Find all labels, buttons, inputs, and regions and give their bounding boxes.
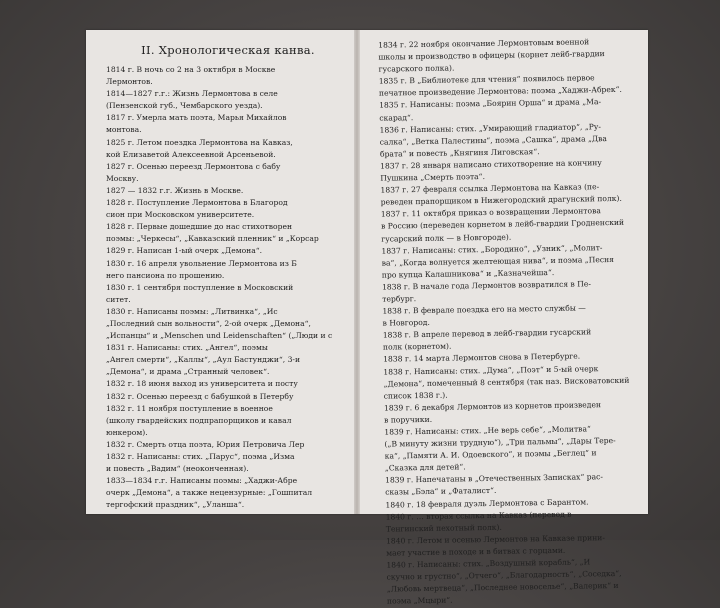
- chronology-line: 1831 г. Написаны: стих. „Ангел“, поэмы: [106, 343, 268, 353]
- chronology-line: 1830 г. 1 сентября поступление в Московский: [106, 282, 294, 292]
- chronology-line: Лермонтов.: [106, 77, 153, 87]
- chronology-line: 1838 г. В начале года Лермонтов возвратился в Пе-: [381, 279, 591, 292]
- chronology-line: поэмы: „Черкесы“, „Кавказский пленник“ и „Корсар: [106, 234, 319, 244]
- chronology-line: поэма „Мцыри“.: [386, 595, 453, 606]
- right-page-lines: [366, 36, 651, 608]
- chronology-line: Пушкина „Смерть поэта“.: [380, 172, 486, 183]
- chronology-line: 1830 г. Написаны поэмы: „Литвинка“, „Ис: [106, 306, 278, 316]
- chronology-line: 1840 г. 18 февраля дуэль Лермонтова с Барантом.: [385, 496, 589, 510]
- chronology-line: 1835 г. Написаны: поэма „Боярин Орша“ и драма „Ма-: [379, 97, 602, 111]
- chronology-line: 1837 г. 27 февраля ссылка Лермонтова на Кавказ (пе-: [380, 182, 600, 195]
- chronology-line: скучно и грустно“, „Отчего“, „Благодарность“, „Соседка“,: [386, 569, 622, 582]
- chronology-line: 1838 г. В апреле перевод в лейб-гвардии гусарский: [382, 327, 592, 340]
- chronology-line: монтова.: [106, 125, 142, 135]
- chronology-line: 1839 г. Написаны: стих. „Не верь себе“, „Молитва“: [384, 424, 591, 437]
- chronology-line: мает участие в походе и в битвах с горцами.: [386, 545, 566, 558]
- chronology-line: 1827 — 1832 г.г. Жизнь в Москве.: [106, 185, 244, 195]
- chronology-line: 1838 г. 14 марта Лермонтов снова в Петербурге.: [383, 351, 581, 365]
- chronology-line: гусарского полка).: [378, 63, 455, 74]
- left-page-lines: [94, 64, 362, 511]
- chronology-line: ва“, „Когда волнуется желтеющая нива“, и поэма „Песня: [381, 254, 614, 268]
- chronology-line: список 1838 г.).: [383, 390, 448, 401]
- chronology-line: кой Елизаветой Алексеевной Арсеньевой.: [106, 149, 276, 159]
- chronology-line: 1832 г. Смерть отца поэта, Юрия Петровича Лер: [106, 439, 305, 449]
- chronology-line: гусарский полк — в Новгороде).: [381, 232, 512, 244]
- chronology-line: ка“, „Памяти А. И. Одоевского“, и поэмы „Беглец“ и: [384, 448, 597, 461]
- chronology-line: 1839 г. Напечатаны в „Отечественных Записках“ рас-: [385, 472, 604, 485]
- chronology-line: 1829 г. Написан 1-ый очерк „Демона“.: [106, 246, 263, 256]
- page-heading: II. Хронологическая канва.: [141, 43, 315, 57]
- chronology-line: 1840 г. Написаны: стих. „Воздушный корабль“, „И: [386, 557, 591, 570]
- chronology-line: брата“ и повесть „Княгиня Лиговская“.: [379, 146, 540, 159]
- chronology-line: сион при Московском университете.: [106, 210, 255, 220]
- chronology-line: 1836 г. Написаны: стих. „Умирающий гладиатор“, „Ру-: [379, 121, 601, 135]
- chronology-line: „Любовь мертвеца“, „Последнее новоселье“, „Валерик“ и: [386, 581, 619, 594]
- scanned-book-spread: [86, 30, 648, 606]
- chronology-line: ситет.: [106, 294, 131, 304]
- chronology-line: в Россию (переведен корнетом в лейб-гвардии Гродненский: [381, 218, 625, 232]
- chronology-line: („В минуту жизни трудную“), „Три пальмы“, „Дары Тере-: [384, 436, 616, 449]
- chronology-line: него пансиона по прошению.: [106, 270, 225, 280]
- chronology-line: тергофский праздник“, „Уланша“.: [106, 500, 245, 510]
- chronology-line: „Сказка для детей“.: [384, 462, 466, 473]
- chronology-line: (школу гвардейских подпрапорщиков и кавал: [106, 415, 292, 425]
- chronology-line: 1838 г. В феврале поездка его на место службы —: [382, 303, 586, 316]
- chronology-line: „Демона“, и драма „Странный человек“.: [106, 367, 270, 377]
- chronology-line: тербург.: [382, 294, 417, 304]
- chronology-line: реведен прапорщиком в Нижегородский драгунский полк).: [380, 194, 622, 207]
- chronology-line: 1830 г. 16 апреля увольнение Лермонтова из Б: [106, 258, 297, 268]
- right-page: [356, 25, 656, 606]
- chronology-line: про купца Калашникова“ и „Казначейша“.: [381, 267, 555, 280]
- chronology-line: салка“, „Ветка Палестины“, поэма „Сашка“, драма „Два: [379, 133, 607, 147]
- chronology-line: в Новгород.: [382, 318, 430, 328]
- left-page: [86, 30, 362, 514]
- chronology-line: очерк „Демона“, а также нецензурные: „Гошпитал: [106, 488, 313, 498]
- chronology-line: 1827 г. Осенью переезд Лермонтова с бабу: [106, 161, 281, 171]
- chronology-line: полк (корнетом).: [382, 341, 452, 352]
- chronology-line: „Ангел смерти“, „Каллы“, „Аул Бастунджи“, 3-и: [106, 355, 301, 365]
- chronology-line: 1834 г. 22 ноября окончание Лермонтовым военной: [378, 37, 590, 50]
- chronology-line: 1835 г. В „Библиотеке для чтения“ появилось первое: [378, 73, 595, 86]
- chronology-line: 1828 г. Поступление Лермонтова в Благород: [106, 198, 288, 208]
- chronology-line: сказы „Бэла“ и „Фаталист“.: [385, 486, 497, 498]
- chronology-line: 1814—1827 г.г.: Жизнь Лермонтова в селе: [106, 89, 278, 99]
- chronology-line: скарад“.: [379, 112, 414, 123]
- chronology-line: печатное произведение Лермонтова: поэма „Хаджи-Абрек“.: [378, 85, 622, 99]
- chronology-line: 1837 г. 11 октября приказ о возвращении Лермонтова: [380, 206, 601, 219]
- chronology-line: 1817 г. Умерла мать поэта, Марья Михайлов: [106, 113, 287, 123]
- chronology-line: „Испанцы“ и „Menschen und Leidenschaften“ („Люди и с: [106, 331, 333, 341]
- chronology-line: 1832 г. Написаны: стих. „Парус“, поэма „Изма: [106, 452, 295, 461]
- chronology-line: „Демона“, помеченный 8 сентября (так наз. Висковатовский: [383, 375, 630, 389]
- chronology-line: 1840 г. Летом и осенью Лермонтов на Кавказе прини-: [385, 532, 605, 546]
- chronology-line: „Последний сын вольности“, 2-ой очерк „Демона“,: [106, 318, 311, 328]
- chronology-line: 1814 г. В ночь со 2 на 3 октября в Москве: [106, 65, 276, 74]
- chronology-line: 1833—1834 г.г. Написаны поэмы: „Хаджи-Абре: [106, 476, 298, 486]
- chronology-line: (Пензенской губ., Чембарского уезда).: [106, 101, 263, 111]
- chronology-line: и повесть „Вадим“ (неоконченная).: [106, 464, 249, 474]
- chronology-line: 1837 г. 28 января написано стихотворение на кончину: [380, 158, 602, 171]
- chronology-line: 1832 г. 18 июня выход из университета и посту: [106, 379, 298, 389]
- chronology-line: 1837 г. Написаны: стих. „Бородино“, „Узник“, „Молит-: [381, 242, 603, 256]
- chronology-line: юнкером).: [106, 427, 148, 437]
- chronology-line: 1832 г. Осенью переезд с бабушкой в Петербу: [106, 391, 294, 401]
- chronology-line: 1832 г. 11 ноября поступление в военное: [106, 403, 273, 413]
- chronology-line: 1839 г. 6 декабря Лермонтов из корнетов произведен: [383, 400, 602, 413]
- chronology-line: 1828 г. Первые дошедшие до нас стихотворен: [106, 222, 293, 232]
- chronology-line: 1825 г. Летом поездка Лермонтова на Кавказ,: [106, 137, 293, 147]
- chronology-line: Москву.: [106, 173, 139, 183]
- chronology-line: 1838 г. Написаны: стих. „Дума“, „Поэт“ и 5-ый очерк: [383, 363, 599, 377]
- chronology-line: Тенгинский пехотный полк).: [385, 522, 502, 534]
- chronology-line: школы и производство в офицеры (корнет лейб-гвардии: [378, 49, 605, 62]
- chronology-line: 1840 г. … вторая ссылка на Кавказ (перевод в: [385, 509, 572, 522]
- chronology-line: в поручики.: [384, 414, 433, 425]
